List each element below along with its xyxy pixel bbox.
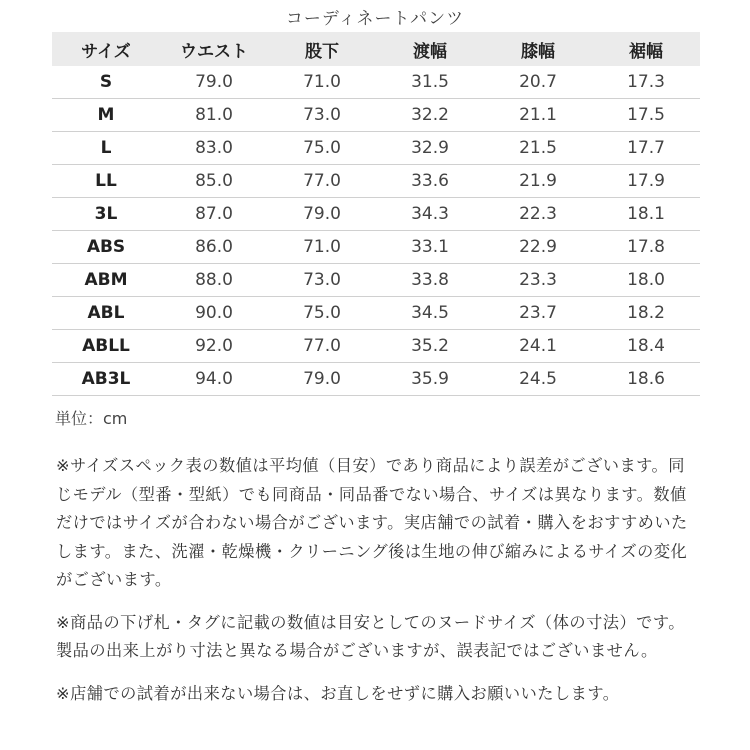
measurement-cell: 24.1 <box>484 330 592 363</box>
table-row <box>52 99 700 132</box>
measurement-cell: 86.0 <box>160 231 268 264</box>
measurement-cell: 73.0 <box>268 99 376 132</box>
measurement-cell: 18.6 <box>592 363 700 396</box>
measurement-cell: 35.2 <box>376 330 484 363</box>
measurement-cell: 79.0 <box>268 198 376 231</box>
size-cell: ABL <box>52 297 160 330</box>
measurement-cell: 79.0 <box>160 66 268 99</box>
measurement-cell: 17.5 <box>592 99 700 132</box>
table-row <box>52 363 700 396</box>
note-size-disclaimer: ※サイズスペック表の数値は平均値（目安）であり商品により誤差がございます。同じモデル（型番・型紙）でも同商品・同品番でない場合、サイズは異なります。数値だけではサイズが合わない場合がございます。実店舗での試着・購入をおすすめいたします。また、洗濯・乾燥機・クリーニング後は生地の伸び縮みによるサイズの変化がございます。 <box>56 456 688 589</box>
measurement-cell: 21.1 <box>484 99 592 132</box>
measurement-cell: 77.0 <box>268 165 376 198</box>
size-cell: M <box>52 99 160 132</box>
measurement-cell: 17.9 <box>592 165 700 198</box>
size-cell: ABS <box>52 231 160 264</box>
table-row <box>52 264 700 297</box>
measurement-cell: 17.3 <box>592 66 700 99</box>
measurement-cell: 79.0 <box>268 363 376 396</box>
size-cell: S <box>52 66 160 99</box>
measurement-cell: 33.1 <box>376 231 484 264</box>
measurement-cell: 73.0 <box>268 264 376 297</box>
measurement-cell: 90.0 <box>160 297 268 330</box>
measurement-cell: 18.2 <box>592 297 700 330</box>
header-knee-width: 膝幅 <box>484 32 592 66</box>
measurement-cell: 83.0 <box>160 132 268 165</box>
measurement-cell: 21.9 <box>484 165 592 198</box>
table-header-row <box>52 32 700 66</box>
measurement-cell: 18.1 <box>592 198 700 231</box>
table-row <box>52 132 700 165</box>
table-row <box>52 66 700 99</box>
measurement-cell: 21.5 <box>484 132 592 165</box>
measurement-cell: 92.0 <box>160 330 268 363</box>
header-thigh-width: 渡幅 <box>376 32 484 66</box>
measurement-cell: 77.0 <box>268 330 376 363</box>
measurement-cell: 85.0 <box>160 165 268 198</box>
measurement-cell: 18.0 <box>592 264 700 297</box>
table-row <box>52 297 700 330</box>
unit-label: 単位：cm <box>55 409 128 428</box>
measurement-cell: 23.3 <box>484 264 592 297</box>
measurement-cell: 22.3 <box>484 198 592 231</box>
header-size: サイズ <box>52 32 160 66</box>
measurement-cell: 94.0 <box>160 363 268 396</box>
notes-section <box>56 452 696 722</box>
page-title: コーディネートパンツ <box>285 9 465 29</box>
measurement-cell: 88.0 <box>160 264 268 297</box>
note-tag-nude-size: ※商品の下げ札・タグに記載の数値は目安としてのヌードサイズ（体の寸法）です。製品の出来上がり寸法と異なる場合がございますが、誤表記ではございません。 <box>56 612 685 660</box>
table-row <box>52 165 700 198</box>
header-waist: ウエスト <box>160 32 268 66</box>
size-cell: 3L <box>52 198 160 231</box>
measurement-cell: 22.9 <box>484 231 592 264</box>
size-cell: AB3L <box>52 363 160 396</box>
header-inseam: 股下 <box>268 32 376 66</box>
size-spec-table <box>52 32 700 396</box>
size-cell: L <box>52 132 160 165</box>
table-row <box>52 330 700 363</box>
table-body <box>52 66 700 396</box>
measurement-cell: 34.5 <box>376 297 484 330</box>
measurement-cell: 81.0 <box>160 99 268 132</box>
measurement-cell: 23.7 <box>484 297 592 330</box>
table-row <box>52 198 700 231</box>
table-row <box>52 231 700 264</box>
measurement-cell: 71.0 <box>268 66 376 99</box>
measurement-cell: 32.9 <box>376 132 484 165</box>
measurement-cell: 75.0 <box>268 132 376 165</box>
measurement-cell: 87.0 <box>160 198 268 231</box>
measurement-cell: 17.8 <box>592 231 700 264</box>
measurement-cell: 71.0 <box>268 231 376 264</box>
measurement-cell: 33.8 <box>376 264 484 297</box>
note-fitting: ※店舗での試着が出来ない場合は、お直しをせずに購入お願いいたします。 <box>56 683 620 703</box>
measurement-cell: 35.9 <box>376 363 484 396</box>
measurement-cell: 18.4 <box>592 330 700 363</box>
size-cell: LL <box>52 165 160 198</box>
measurement-cell: 20.7 <box>484 66 592 99</box>
size-cell: ABLL <box>52 330 160 363</box>
measurement-cell: 34.3 <box>376 198 484 231</box>
measurement-cell: 31.5 <box>376 66 484 99</box>
header-hem-width: 裾幅 <box>592 32 700 66</box>
measurement-cell: 75.0 <box>268 297 376 330</box>
size-cell: ABM <box>52 264 160 297</box>
measurement-cell: 33.6 <box>376 165 484 198</box>
measurement-cell: 17.7 <box>592 132 700 165</box>
measurement-cell: 32.2 <box>376 99 484 132</box>
measurement-cell: 24.5 <box>484 363 592 396</box>
